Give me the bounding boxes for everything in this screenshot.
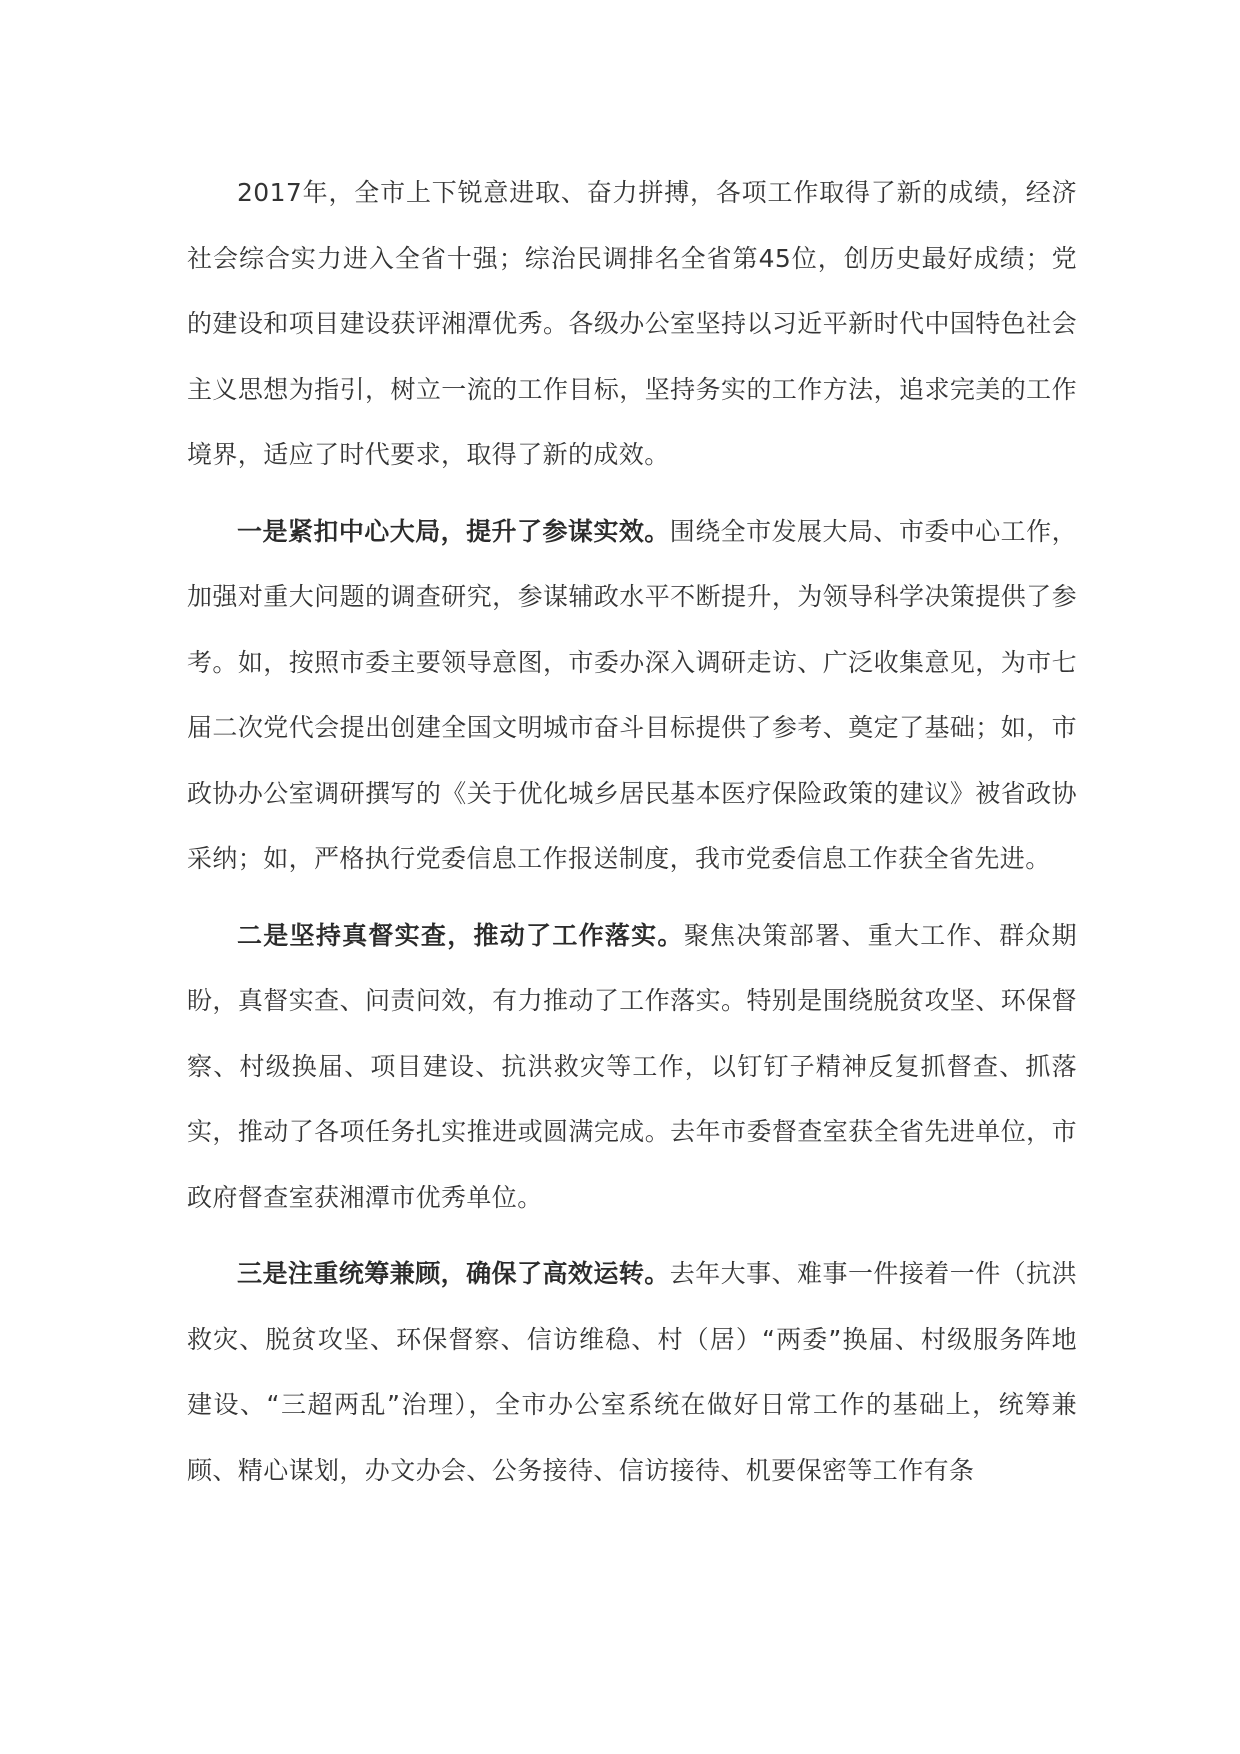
paragraph-lead: 一是紧扣中心大局，提升了参谋实效。: [237, 516, 670, 546]
paragraph-text: 围绕全市发展大局、市委中心工作，加强对重大问题的调查研究，参谋辅政水平不断提升，为领导科学决策提供了参考。如，按照市委主要领导意图，市委办深入调研走访、广泛收集意见，为市七届二次党代会提出创建全国文明城市奋斗目标提供了参考、奠定了基础；如，市政协办公室调研撰写的《关于优化城乡居民基本医疗保险政策的建议》被省政协采纳；如，严格执行党委信息工作报送制度，我市党委信息工作获全省先进。: [187, 516, 1077, 873]
paragraph-text: 聚焦决策部署、重大工作、群众期盼，真督实查、问责问效，有力推动了工作落实。特别是围绕脱贫攻坚、环保督察、村级换届、项目建设、抗洪救灾等工作，以钉钉子精神反复抓督查、抓落实，推动了各项任务扎实推进或圆满完成。去年市委督查室获全省先进单位，市政府督查室获湘潭市优秀单位。: [187, 920, 1077, 1212]
paragraph-point-three: [187, 1241, 1077, 1503]
paragraph-point-two: [187, 903, 1077, 1231]
document-body: [187, 160, 1077, 1503]
paragraph-intro: [187, 160, 1077, 488]
paragraph-lead: 二是坚持真督实查，推动了工作落实。: [237, 920, 684, 950]
paragraph-point-one: [187, 499, 1077, 892]
paragraph-text: 2017年，全市上下锐意进取、奋力拼搏，各项工作取得了新的成绩，经济社会综合实力进入全省十强；综治民调排名全省第45位，创历史最好成绩；党的建设和项目建设获评湘潭优秀。各级办公室坚持以习近平新时代中国特色社会主义思想为指引，树立一流的工作目标，坚持务实的工作方法，追求完美的工作境界，适应了时代要求，取得了新的成效。: [187, 178, 1077, 469]
paragraph-text: 去年大事、难事一件接着一件（抗洪救灾、脱贫攻坚、环保督察、信访维稳、村（居）“两委”换届、村级服务阵地建设、“三超两乱”治理），全市办公室系统在做好日常工作的基础上，统筹兼顾、精心谋划，办文办会、公务接待、信访接待、机要保密等工作有条: [187, 1259, 1077, 1485]
paragraph-lead: 三是注重统筹兼顾，确保了高效运转。: [237, 1259, 670, 1288]
